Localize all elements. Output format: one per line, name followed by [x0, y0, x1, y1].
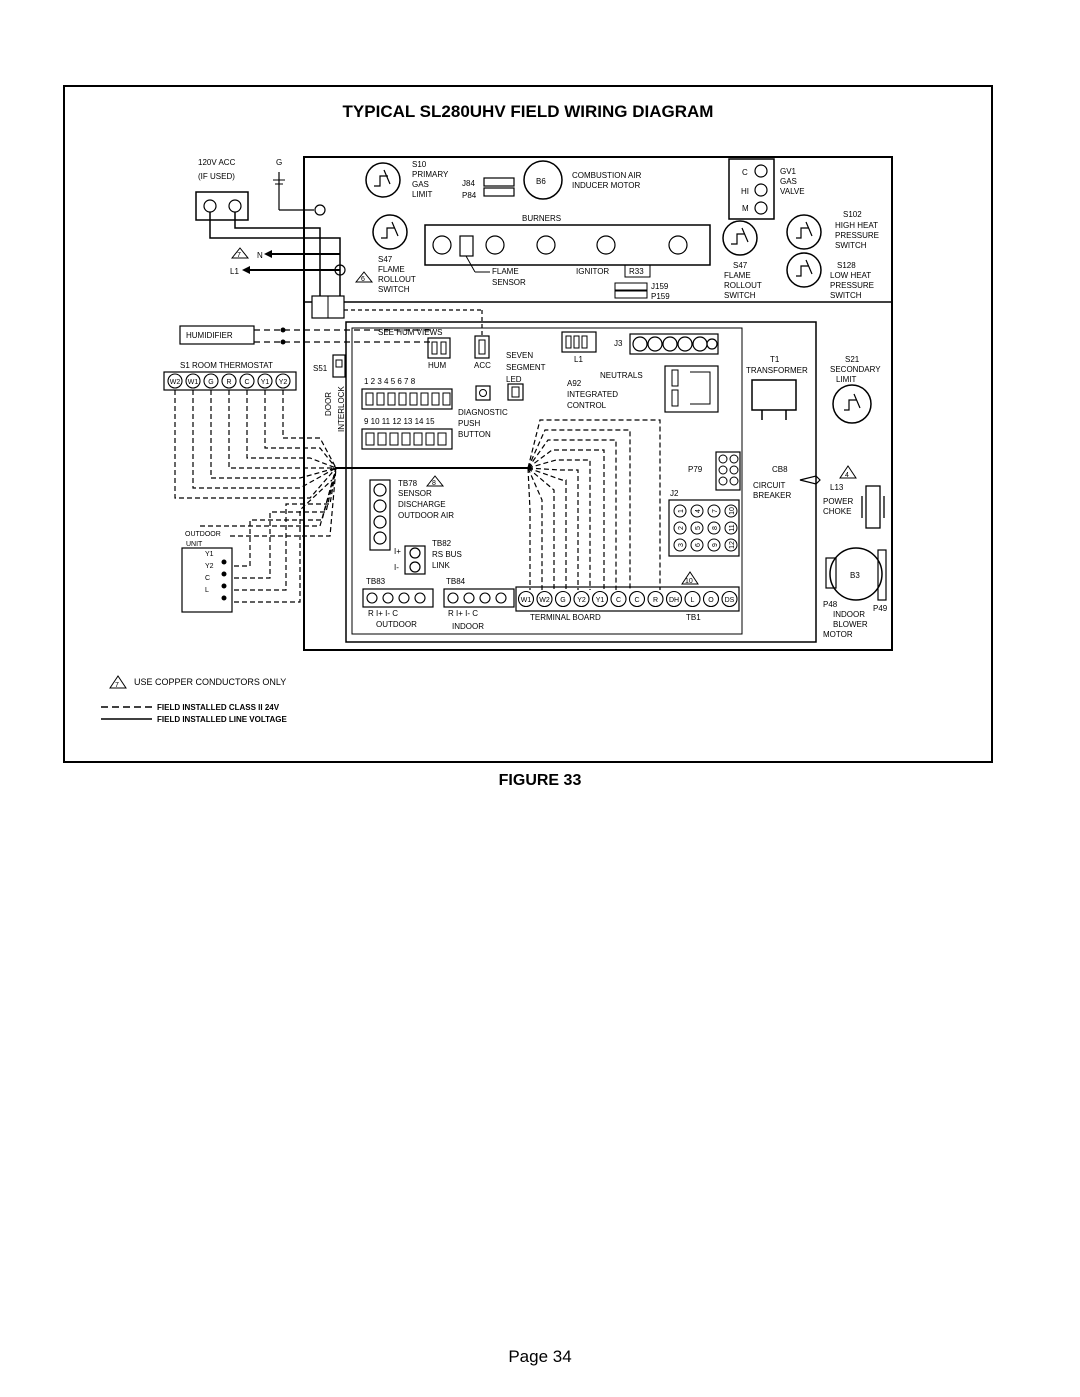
terminal-board-wiring [528, 420, 660, 590]
svg-text:UNIT: UNIT [186, 541, 203, 548]
svg-text:SEE HUM VIEWS: SEE HUM VIEWS [378, 328, 443, 337]
svg-text:8: 8 [432, 480, 436, 487]
tb1-terminal-label: O [708, 597, 714, 604]
tb1-terminal-label: W1 [520, 597, 532, 604]
j2-pin-label: 10 [729, 507, 736, 515]
diagram-frame [64, 86, 992, 762]
figure-caption: FIGURE 33 [498, 772, 582, 789]
svg-text:GAS: GAS [780, 177, 797, 186]
svg-text:BLOWER: BLOWER [833, 620, 868, 629]
svg-text:HI: HI [741, 187, 749, 196]
svg-text:FIELD INSTALLED LINE VOLTAGE: FIELD INSTALLED LINE VOLTAGE [157, 715, 287, 724]
b6-inducer-motor [462, 161, 642, 200]
svg-text:S21: S21 [845, 355, 860, 364]
svg-text:LIMIT: LIMIT [412, 190, 433, 199]
tb1-terminal-label: W2 [539, 597, 550, 604]
s1-room-thermostat [164, 361, 296, 390]
svg-text:INDUCER MOTOR: INDUCER MOTOR [572, 181, 641, 190]
outdoor-terminal [222, 584, 227, 589]
svg-text:INDOOR: INDOOR [833, 610, 865, 619]
svg-text:J159: J159 [651, 282, 669, 291]
tb1-terminal-label: Y1 [595, 597, 605, 604]
thermostat-terminal-label: W2 [169, 379, 181, 386]
tb1-terminal-label: Y2 [577, 597, 586, 604]
neutrals-block [600, 366, 718, 412]
svg-text:INDOOR: INDOOR [452, 622, 484, 631]
outdoor-terminal-label: Y2 [205, 563, 214, 570]
tb83-outdoor [363, 577, 433, 629]
tb1-terminal-label: R [652, 597, 659, 604]
svg-text:TB84: TB84 [446, 577, 466, 586]
svg-text:S47: S47 [733, 261, 748, 270]
thermostat-terminal-label: C [244, 379, 250, 386]
svg-text:N: N [257, 251, 263, 260]
svg-text:10: 10 [685, 578, 693, 585]
thermostat-terminal-label: Y1 [260, 379, 270, 386]
svg-text:TERMINAL BOARD: TERMINAL BOARD [530, 613, 601, 622]
svg-text:TB1: TB1 [686, 613, 701, 622]
svg-text:INTEGRATED: INTEGRATED [567, 390, 618, 399]
outdoor-terminal [222, 560, 227, 565]
humidifier [180, 326, 442, 345]
svg-text:TB82: TB82 [432, 539, 452, 548]
tb82-rs-bus-link [394, 539, 462, 574]
svg-text:P84: P84 [462, 191, 477, 200]
svg-text:DISCHARGE: DISCHARGE [398, 500, 446, 509]
page-number: Page 34 [508, 1347, 572, 1366]
tb1-terminal-label: DH [668, 597, 680, 604]
svg-text:NEUTRALS: NEUTRALS [600, 371, 643, 380]
s102-high-heat-pressure-switch [787, 210, 879, 250]
thermostat-terminal-label: Y2 [278, 379, 288, 386]
j2-pin-label: 6 [695, 543, 702, 547]
svg-text:POWER: POWER [823, 497, 854, 506]
svg-text:I+: I+ [394, 547, 401, 556]
tb1-terminal-label: C [615, 597, 622, 604]
burners-assembly [425, 214, 710, 301]
svg-text:S102: S102 [843, 210, 862, 219]
svg-text:P79: P79 [688, 465, 703, 474]
svg-text:FLAME: FLAME [378, 265, 405, 274]
s51-door-interlock [313, 355, 346, 432]
svg-text:HIGH HEAT: HIGH HEAT [835, 221, 878, 230]
outdoor-terminal-label: C [205, 575, 211, 582]
thermostat-wiring [175, 390, 336, 602]
svg-text:SWITCH: SWITCH [830, 291, 862, 300]
hum-acc-terminals [344, 310, 491, 370]
svg-text:RS BUS: RS BUS [432, 550, 462, 559]
j2-pin-label: 7 [712, 509, 719, 513]
svg-text:7: 7 [237, 252, 241, 259]
j2-pin-label: 4 [695, 509, 702, 513]
svg-text:PUSH: PUSH [458, 419, 481, 428]
svg-text:J2: J2 [670, 489, 679, 498]
page-title: TYPICAL SL280UHV FIELD WIRING DIAGRAM [342, 102, 714, 121]
j2-pin-label: 1 [678, 509, 685, 513]
svg-text:SENSOR: SENSOR [492, 278, 526, 287]
svg-text:MOTOR: MOTOR [823, 630, 853, 639]
svg-text:TB83: TB83 [366, 577, 386, 586]
legend [101, 676, 287, 724]
s47-flame-rollout-right [723, 221, 762, 300]
tb1-terminal-label: DS [724, 597, 735, 604]
svg-text:VALVE: VALVE [780, 187, 805, 196]
svg-text:B3: B3 [850, 571, 860, 580]
svg-text:SEVEN: SEVEN [506, 351, 534, 360]
svg-text:ROLLOUT: ROLLOUT [724, 281, 762, 290]
svg-text:TRANSFORMER: TRANSFORMER [746, 366, 808, 375]
svg-text:120V ACC: 120V ACC [198, 158, 236, 167]
svg-text:L1: L1 [574, 355, 583, 364]
svg-text:USE COPPER CONDUCTORS ONLY: USE COPPER CONDUCTORS ONLY [134, 677, 287, 687]
svg-text:1 2 3 4 5 6 7 8: 1 2 3 4 5 6 7 8 [364, 377, 416, 386]
gv1-gas-valve [729, 159, 805, 219]
svg-text:HUM: HUM [428, 361, 447, 370]
svg-text:SECONDARY: SECONDARY [830, 365, 881, 374]
diagnostic-push-button [458, 386, 508, 439]
b3-indoor-blower-motor [823, 548, 888, 639]
s21-secondary-limit [830, 355, 881, 423]
svg-text:SWITCH: SWITCH [378, 285, 410, 294]
outdoor-terminal-label: Y1 [205, 551, 214, 558]
svg-text:PRESSURE: PRESSURE [835, 231, 880, 240]
svg-text:P49: P49 [873, 604, 888, 613]
svg-text:R I+ I- C: R I+ I- C [448, 609, 479, 618]
svg-text:OUTDOOR: OUTDOOR [185, 531, 221, 538]
line-power-feed [230, 248, 372, 283]
j2-pin-label: 12 [729, 541, 736, 549]
svg-text:FLAME: FLAME [724, 271, 751, 280]
thermostat-terminal-label: R [226, 379, 232, 386]
ground-symbol [273, 158, 325, 215]
tb1-terminal-board [516, 572, 739, 622]
svg-text:M: M [742, 204, 749, 213]
svg-text:OUTDOOR: OUTDOOR [376, 620, 417, 629]
svg-text:BUTTON: BUTTON [458, 430, 491, 439]
svg-text:TB78: TB78 [398, 479, 418, 488]
svg-text:LINK: LINK [432, 561, 450, 570]
svg-text:S10: S10 [412, 160, 427, 169]
svg-text:CONTROL: CONTROL [567, 401, 607, 410]
tb1-terminal-label: C [634, 597, 640, 604]
svg-text:PRESSURE: PRESSURE [830, 281, 875, 290]
p79-connector [688, 452, 740, 490]
svg-text:OUTDOOR AIR: OUTDOOR AIR [398, 511, 455, 520]
j2-connector [669, 489, 739, 556]
svg-text:INTERLOCK: INTERLOCK [337, 386, 346, 432]
svg-text:R33: R33 [629, 267, 644, 276]
l13-power-choke [823, 466, 884, 528]
svg-text:SWITCH: SWITCH [724, 291, 756, 300]
svg-text:(IF USED): (IF USED) [198, 172, 235, 181]
seven-segment-led [506, 351, 546, 400]
svg-text:SWITCH: SWITCH [835, 241, 867, 250]
svg-text:A92: A92 [567, 379, 582, 388]
t1-transformer [746, 355, 808, 420]
svg-text:COMBUSTION AIR: COMBUSTION AIR [572, 171, 642, 180]
outdoor-terminal [222, 572, 227, 577]
svg-text:L1: L1 [230, 267, 239, 276]
thermostat-terminal-label: W1 [187, 379, 199, 386]
s10-primary-gas-limit [366, 160, 449, 199]
svg-text:SENSOR: SENSOR [398, 489, 432, 498]
svg-text:LED: LED [506, 375, 522, 384]
j2-pin-label: 9 [712, 543, 719, 547]
tb84-indoor [444, 577, 514, 631]
svg-text:P48: P48 [823, 600, 838, 609]
svg-text:S128: S128 [837, 261, 856, 270]
svg-text:HUMIDIFIER: HUMIDIFIER [186, 331, 233, 340]
svg-text:FIELD INSTALLED CLASS II 24V: FIELD INSTALLED CLASS II 24V [157, 703, 280, 712]
svg-text:ROLLOUT: ROLLOUT [378, 275, 416, 284]
pin-header-1-8 [362, 377, 452, 409]
acc-outlet [196, 158, 340, 310]
s47-flame-rollout-left [373, 215, 416, 294]
cb8-circuit-breaker [753, 465, 820, 500]
svg-text:6: 6 [361, 276, 365, 283]
svg-text:SEGMENT: SEGMENT [506, 363, 546, 372]
svg-text:J3: J3 [614, 339, 623, 348]
pin-header-9-15 [362, 417, 452, 449]
outdoor-unit [182, 531, 232, 612]
svg-text:FLAME: FLAME [492, 267, 519, 276]
s128-low-heat-pressure-switch [787, 253, 874, 300]
svg-text:CB8: CB8 [772, 465, 788, 474]
svg-text:S47: S47 [378, 255, 393, 264]
svg-text:S1 ROOM THERMOSTAT: S1 ROOM THERMOSTAT [180, 361, 273, 370]
tb1-terminal-label: G [560, 597, 566, 604]
outdoor-terminal-label: L [205, 587, 209, 594]
svg-text:L13: L13 [830, 483, 844, 492]
thermostat-terminal-label: G [208, 379, 214, 386]
svg-text:I-: I- [394, 563, 399, 572]
svg-text:DOOR: DOOR [324, 392, 333, 416]
j2-pin-label: 3 [678, 543, 685, 547]
svg-text:R I+ I- C: R I+ I- C [368, 609, 399, 618]
j2-pin-label: 2 [678, 526, 685, 530]
svg-text:P159: P159 [651, 292, 670, 301]
svg-text:IGNITOR: IGNITOR [576, 267, 610, 276]
svg-text:BURNERS: BURNERS [522, 214, 562, 223]
svg-text:J84: J84 [462, 179, 475, 188]
svg-text:DIAGNOSTIC: DIAGNOSTIC [458, 408, 508, 417]
j3-connector [614, 334, 718, 354]
l1-terminal-block [562, 332, 596, 364]
svg-text:B6: B6 [536, 177, 546, 186]
svg-text:LOW HEAT: LOW HEAT [830, 271, 872, 280]
svg-text:PRIMARY: PRIMARY [412, 170, 449, 179]
svg-text:CIRCUIT: CIRCUIT [753, 481, 786, 490]
j2-pin-label: 11 [729, 524, 736, 532]
svg-text:S51: S51 [313, 364, 328, 373]
svg-text:T1: T1 [770, 355, 780, 364]
j2-pin-label: 5 [695, 526, 702, 530]
svg-text:C: C [742, 168, 748, 177]
svg-text:G: G [276, 158, 283, 167]
svg-text:GV1: GV1 [780, 167, 797, 176]
svg-text:9 10 11 12 13 14 15: 9 10 11 12 13 14 15 [364, 417, 435, 426]
svg-text:ACC: ACC [474, 361, 491, 370]
svg-text:7: 7 [115, 682, 119, 689]
svg-text:LIMIT: LIMIT [836, 375, 857, 384]
svg-text:CHOKE: CHOKE [823, 507, 852, 516]
j2-pin-label: 8 [712, 526, 719, 530]
outdoor-terminal [222, 596, 227, 601]
tb1-terminal-label: L [690, 597, 695, 604]
svg-text:GAS: GAS [412, 180, 429, 189]
svg-text:BREAKER: BREAKER [753, 491, 792, 500]
a92-label [567, 379, 618, 410]
svg-text:4: 4 [845, 472, 849, 479]
